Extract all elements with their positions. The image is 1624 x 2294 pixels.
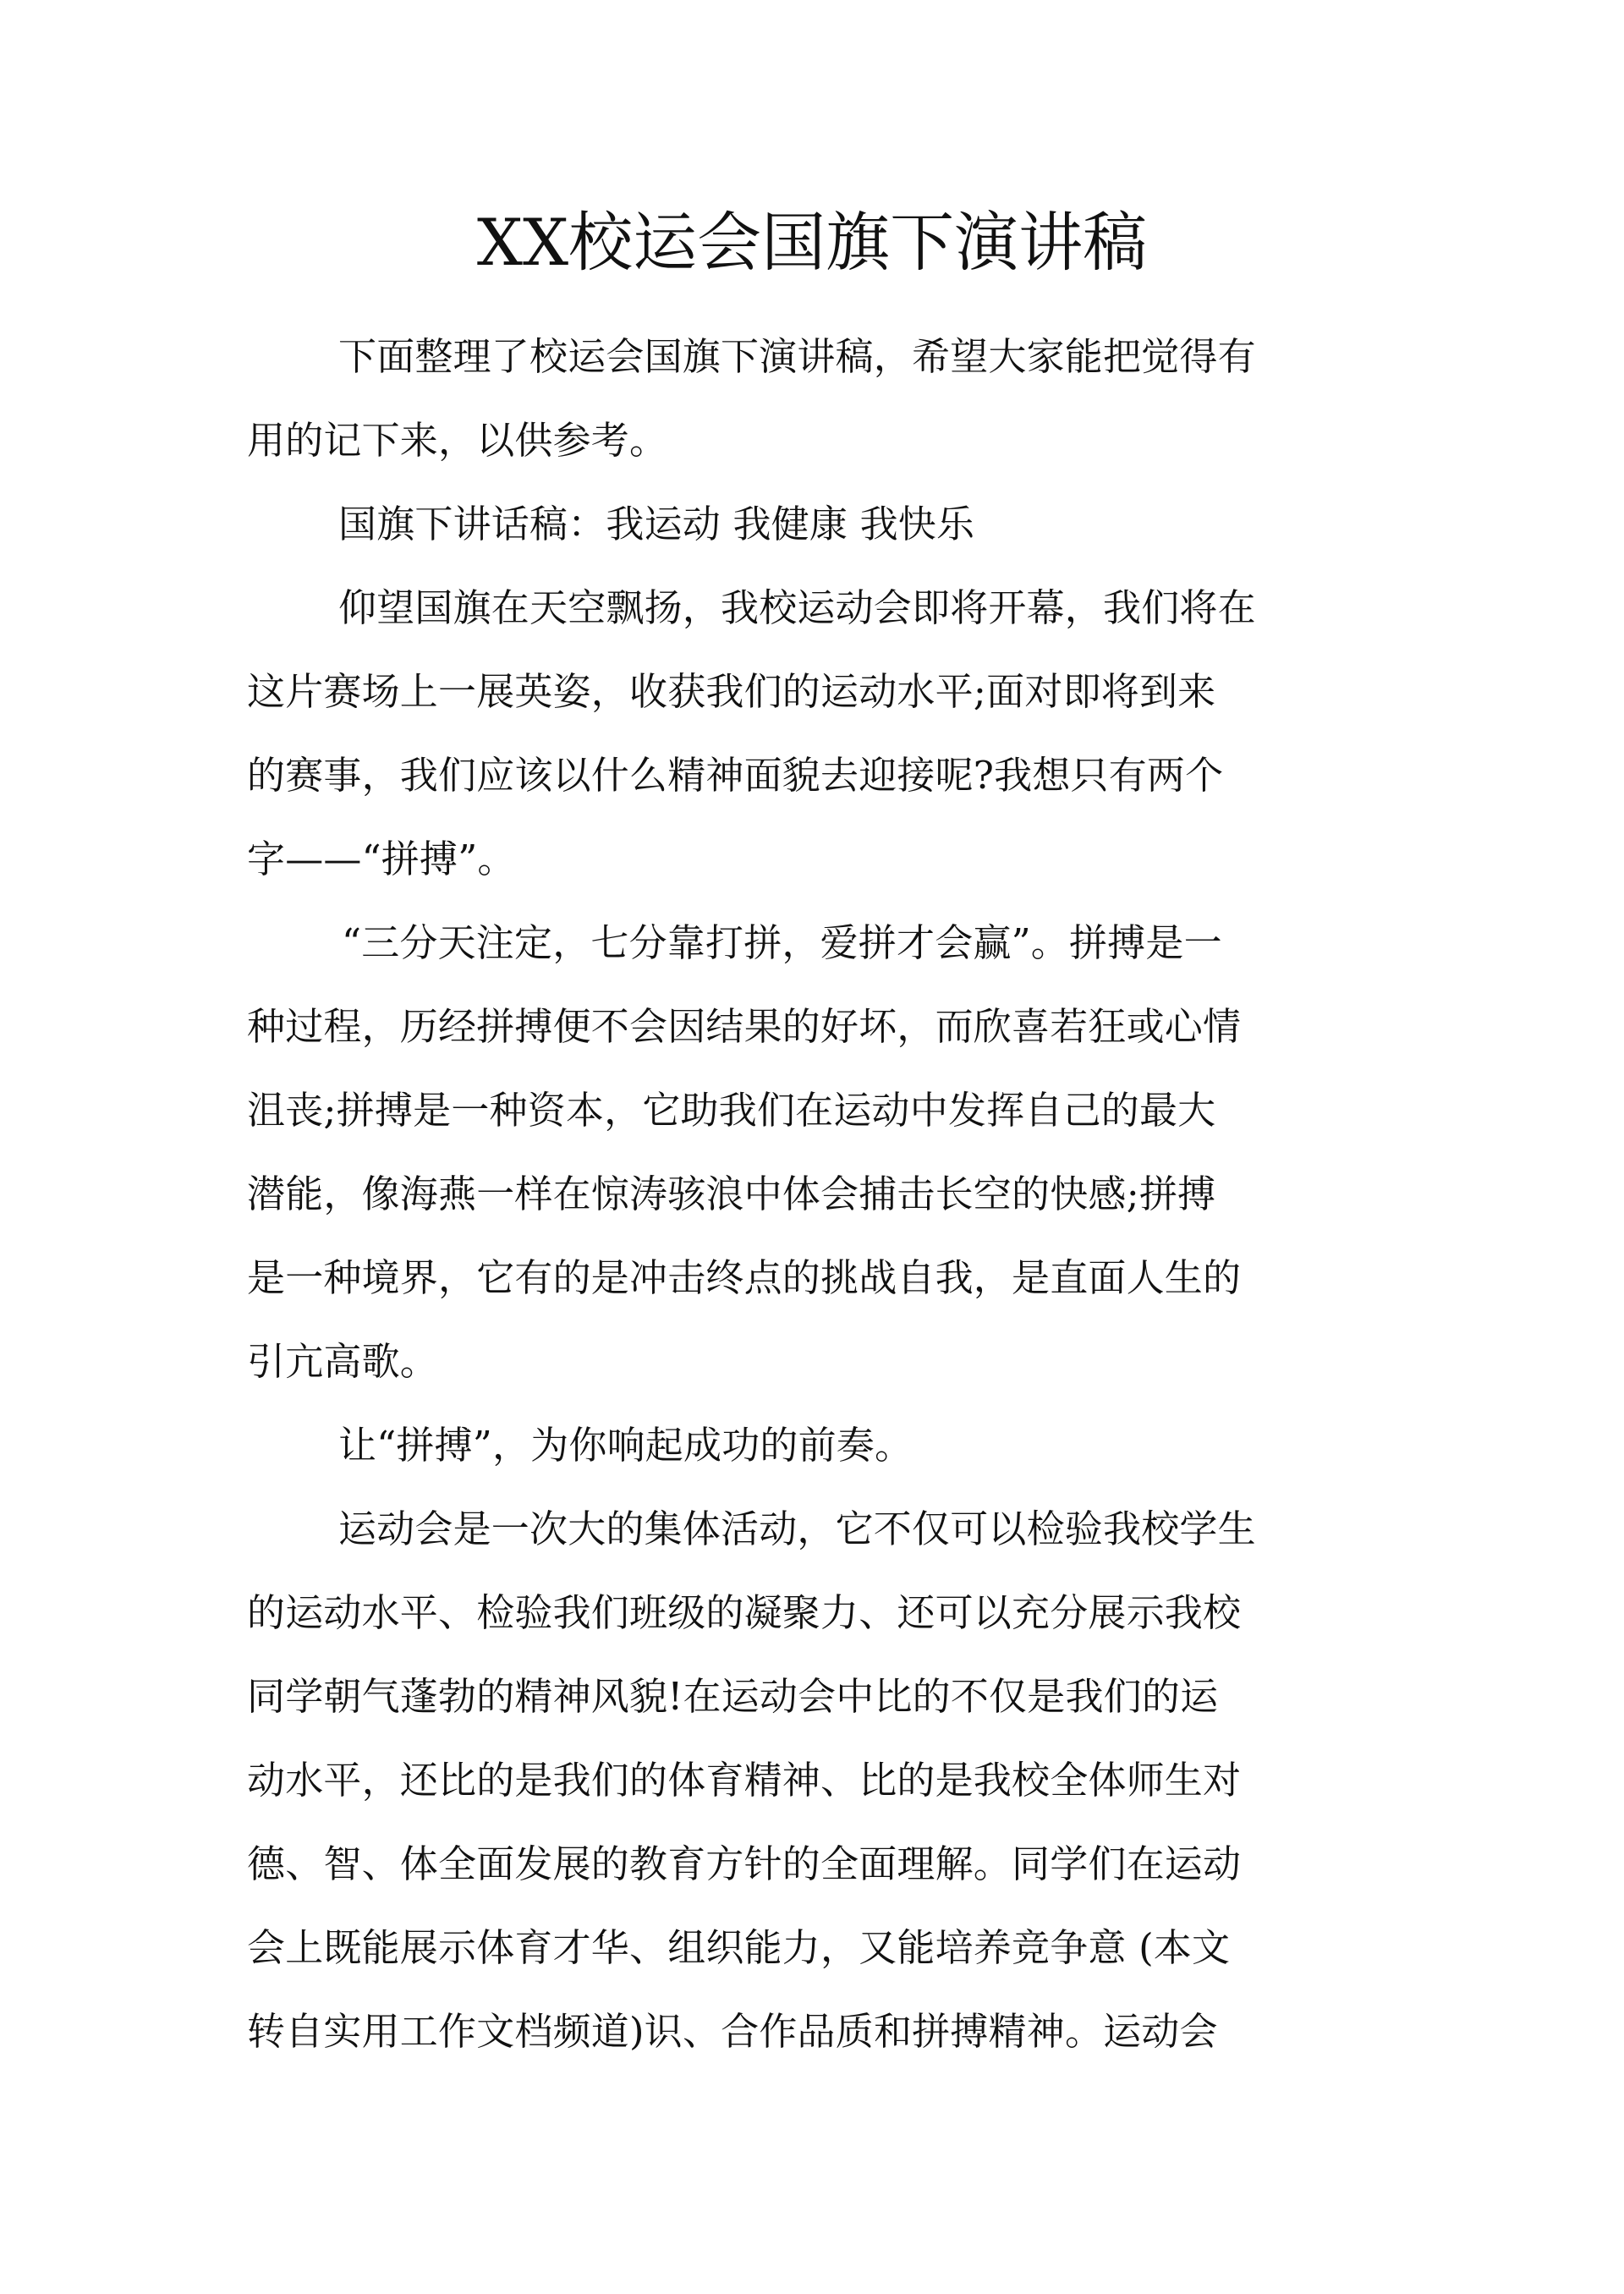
paragraph-sports-meet [247, 1487, 1389, 2073]
text-line: 用的记下来，以供参考。 [247, 418, 668, 463]
paragraph-intro [247, 315, 1389, 482]
text-line: 德、智、体全面发展的教育方针的全面理解。同学们在运动 [247, 1841, 1242, 1886]
text-line: 下面整理了校运会国旗下演讲稿，希望大家能把觉得有 [338, 334, 1256, 379]
text-line: 引亢高歌。 [247, 1339, 439, 1384]
paragraph-opening [247, 566, 1389, 901]
text-line: “三分天注定，七分靠打拼，爱拼才会赢”。拼搏是一 [342, 920, 1222, 965]
text-line: 会上既能展示体育才华、组织能力，又能培养竞争意 (本文 [247, 1925, 1231, 1970]
text-line: 种过程，历经拼搏便不会因结果的好坏，而欣喜若狂或心情 [247, 1004, 1242, 1049]
text-line: 沮丧;拼搏是一种资本，它助我们在运动中发挥自己的最大 [247, 1088, 1216, 1133]
document-body [247, 315, 1389, 2073]
text-line: 让“拼搏”，为你响起成功的前奏。 [338, 1423, 914, 1468]
text-line: 运动会是一次大的集体活动，它不仅可以检验我校学生 [338, 1506, 1256, 1551]
text-line: 国旗下讲话稿：我运动 我健康 我快乐 [338, 502, 975, 546]
text-line: 动水平，还比的是我们的体育精神、比的是我校全体师生对 [247, 1758, 1242, 1803]
text-line: 是一种境界，它有的是冲击终点的挑战自我，是直面人生的 [247, 1255, 1242, 1300]
text-line: 的赛事，我们应该以什么精神面貌去迎接呢?我想只有两个 [247, 753, 1224, 798]
text-line: 字——“拼搏”。 [247, 837, 516, 881]
document-title: XX校运会国旗下演讲稿 [476, 205, 1148, 280]
text-line: 同学朝气蓬勃的精神风貌!在运动会中比的不仅是我们的运 [247, 1674, 1219, 1719]
text-line: 潜能，像海燕一样在惊涛骇浪中体会捕击长空的快感;拼搏 [247, 1172, 1216, 1216]
text-line: 这片赛场上一展英姿，收获我们的运动水平;面对即将到来 [247, 669, 1216, 714]
paragraph-prelude [247, 1403, 1389, 1487]
text-line: 转自实用工作文档频道)识、合作品质和拼搏精神。运动会 [247, 2009, 1218, 2054]
text-line: 的运动水平、检验我们班级的凝聚力、还可以充分展示我校 [247, 1590, 1242, 1635]
paragraph-subtitle [247, 482, 1389, 566]
text-line: 仰望国旗在天空飘扬，我校运动会即将开幕，我们将在 [338, 585, 1256, 630]
paragraph-struggle [247, 901, 1389, 1403]
